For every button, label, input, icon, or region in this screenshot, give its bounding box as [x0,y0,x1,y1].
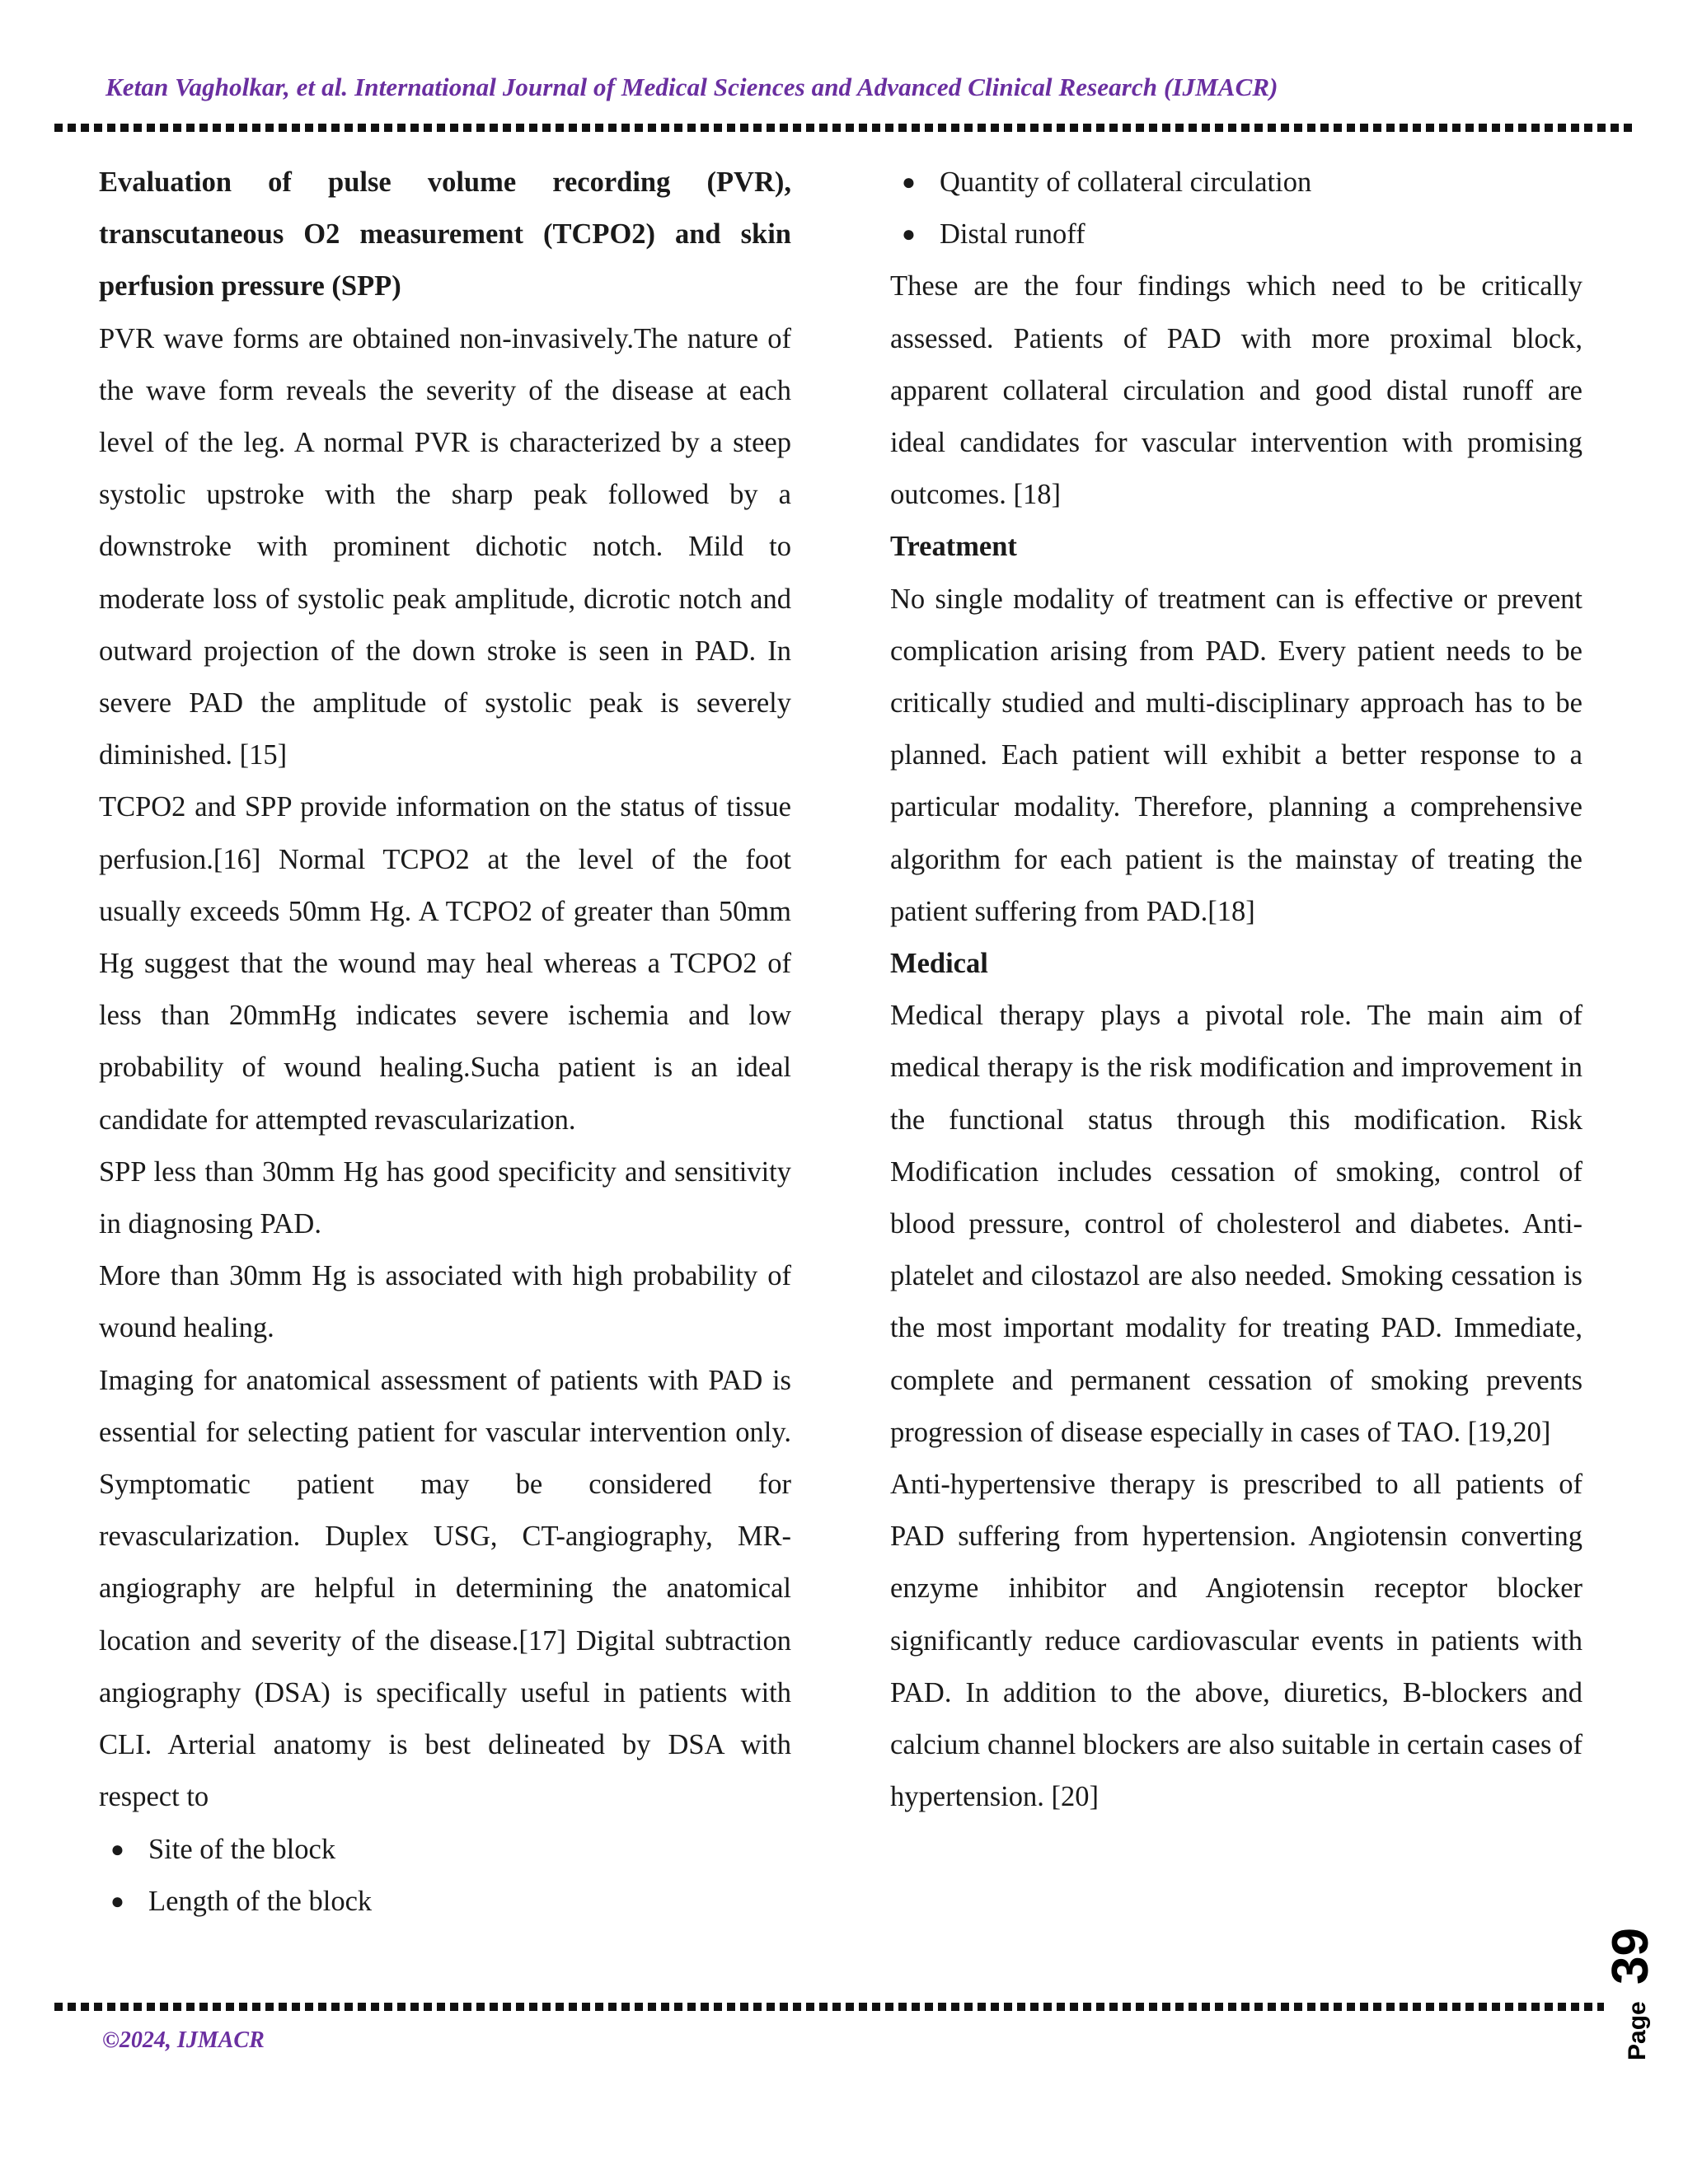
running-header: Ketan Vagholkar, et al. International Journal of Medical Sciences and Advanced Clinical Research (IJMACR) [106,73,1278,101]
header-divider [54,124,1637,132]
bullet-icon: ● [902,170,916,195]
page-number: 39 [1602,1928,1659,1985]
right-column [890,157,1582,1824]
dsa-criteria-list [99,1824,791,1928]
paragraph-treatment: No single modality of treatment can is effective or prevent complication arising from PAD. Every patient needs to be critically studied and multi-disciplinary approach has to be planned. Each patient will exhibit a better response to a particular modality. Therefore, planning a comprehensive algorithm for each patient is the mainstay of treating the patient suffering from PAD.[18] [890,583,1582,927]
footer-divider [54,2003,1604,2011]
paragraph-wound-healing: More than 30mm Hg is associated with high probability of wound healing. [99,1260,791,1344]
paragraph-pvr-waveforms: PVR wave forms are obtained non-invasively.The nature of the wave form reveals the severity of the disease at each level of the leg. A normal PVR is characterized by a steep systolic upstroke with the sharp peak followed by a downstroke with prominent dichotic notch. Mild to moderate loss of systolic peak amplitude, dicrotic notch and outward projection of the down stroke is seen in PAD. In severe PAD the amplitude of systolic peak is severely diminished. [15] [99,322,791,771]
section-heading-treatment: Treatment [890,531,1017,563]
paragraph-tcpo2-spp: TCPO2 and SPP provide information on the status of tissue perfusion.[16] Normal TCPO2 at the level of the foot usually exceeds 50mm Hg. A TCPO2 of greater than 50mm Hg suggest that the wound may heal whereas a TCPO2 of less than 20mmHg indicates severe ischemia and low probability of wound healing.Sucha patient is an ideal candidate for attempted revascularization. [99,791,791,1136]
paragraph-medical-therapy: Medical therapy plays a pivotal role. The main aim of medical therapy is the risk modification and improvement in the functional status through this modification. Risk Modification includes cessation of smoking, control of blood pressure, control of cholesterol and diabetes. Anti-platelet and cilostazol are also needed. Smoking cessation is the most important modality for treating PAD. Immediate, complete and permanent cessation of smoking prevents progression of disease especially in cases of TAO. [19,20] [890,1000,1582,1448]
paragraph-spp-threshold: SPP less than 30mm Hg has good specificity and sensitivity in diagnosing PAD. [99,1155,791,1240]
paragraph-antihypertensive: Anti-hypertensive therapy is prescribed to all patients of PAD suffering from hypertension. Angiotensin converting enzyme inhibitor and Angiotensin receptor blocker significantly reduce cardiovascular events in patients with PAD. In addition to the above, diuretics, B-blockers and calcium channel blockers are also suitable in certain cases of hypertension. [20] [890,1469,1582,1813]
list-item-text: Length of the block [148,1885,373,1917]
list-item [890,209,1582,260]
paragraph-imaging: Imaging for anatomical assessment of patients with PAD is essential for selecting patient for vascular intervention only. Symptomatic patient may be considered for revascularization. Duplex USG, CT-angiography, MR-angiography are helpful in determining the anatomical location and severity of the disease.[17] Digital subtraction angiography (DSA) is specifically useful in patients with CLI. Arterial anatomy is best delineated by DSA with respect to [99,1364,791,1813]
bullet-icon: ● [110,1836,124,1863]
bullet-icon: ● [110,1888,124,1915]
page-label: Page [1624,2001,1651,2060]
list-item-text: Distal runoff [940,218,1085,251]
section-heading-medical: Medical [890,948,988,980]
footer-copyright: ©2024, IJMACR [102,2027,265,2053]
left-column [99,157,791,1928]
list-item [99,1876,791,1928]
section-heading-pvr: Evaluation of pulse volume recording (PVR), transcutaneous O2 measurement (TCPO2) and skin perfusion pressure (SPP) [99,166,791,302]
list-item-text: Quantity of collateral circulation [940,166,1312,198]
paragraph-four-findings: These are the four findings which need to be critically assessed. Patients of PAD with more proximal block, apparent collateral circulation and good distal runoff are ideal candidates for vascular intervention with promising outcomes. [18] [890,270,1582,511]
list-item [890,157,1582,209]
bullet-icon: ● [902,222,916,248]
list-item-text: Site of the block [148,1833,336,1865]
list-item [99,1824,791,1876]
dsa-criteria-list-continued [890,157,1582,260]
